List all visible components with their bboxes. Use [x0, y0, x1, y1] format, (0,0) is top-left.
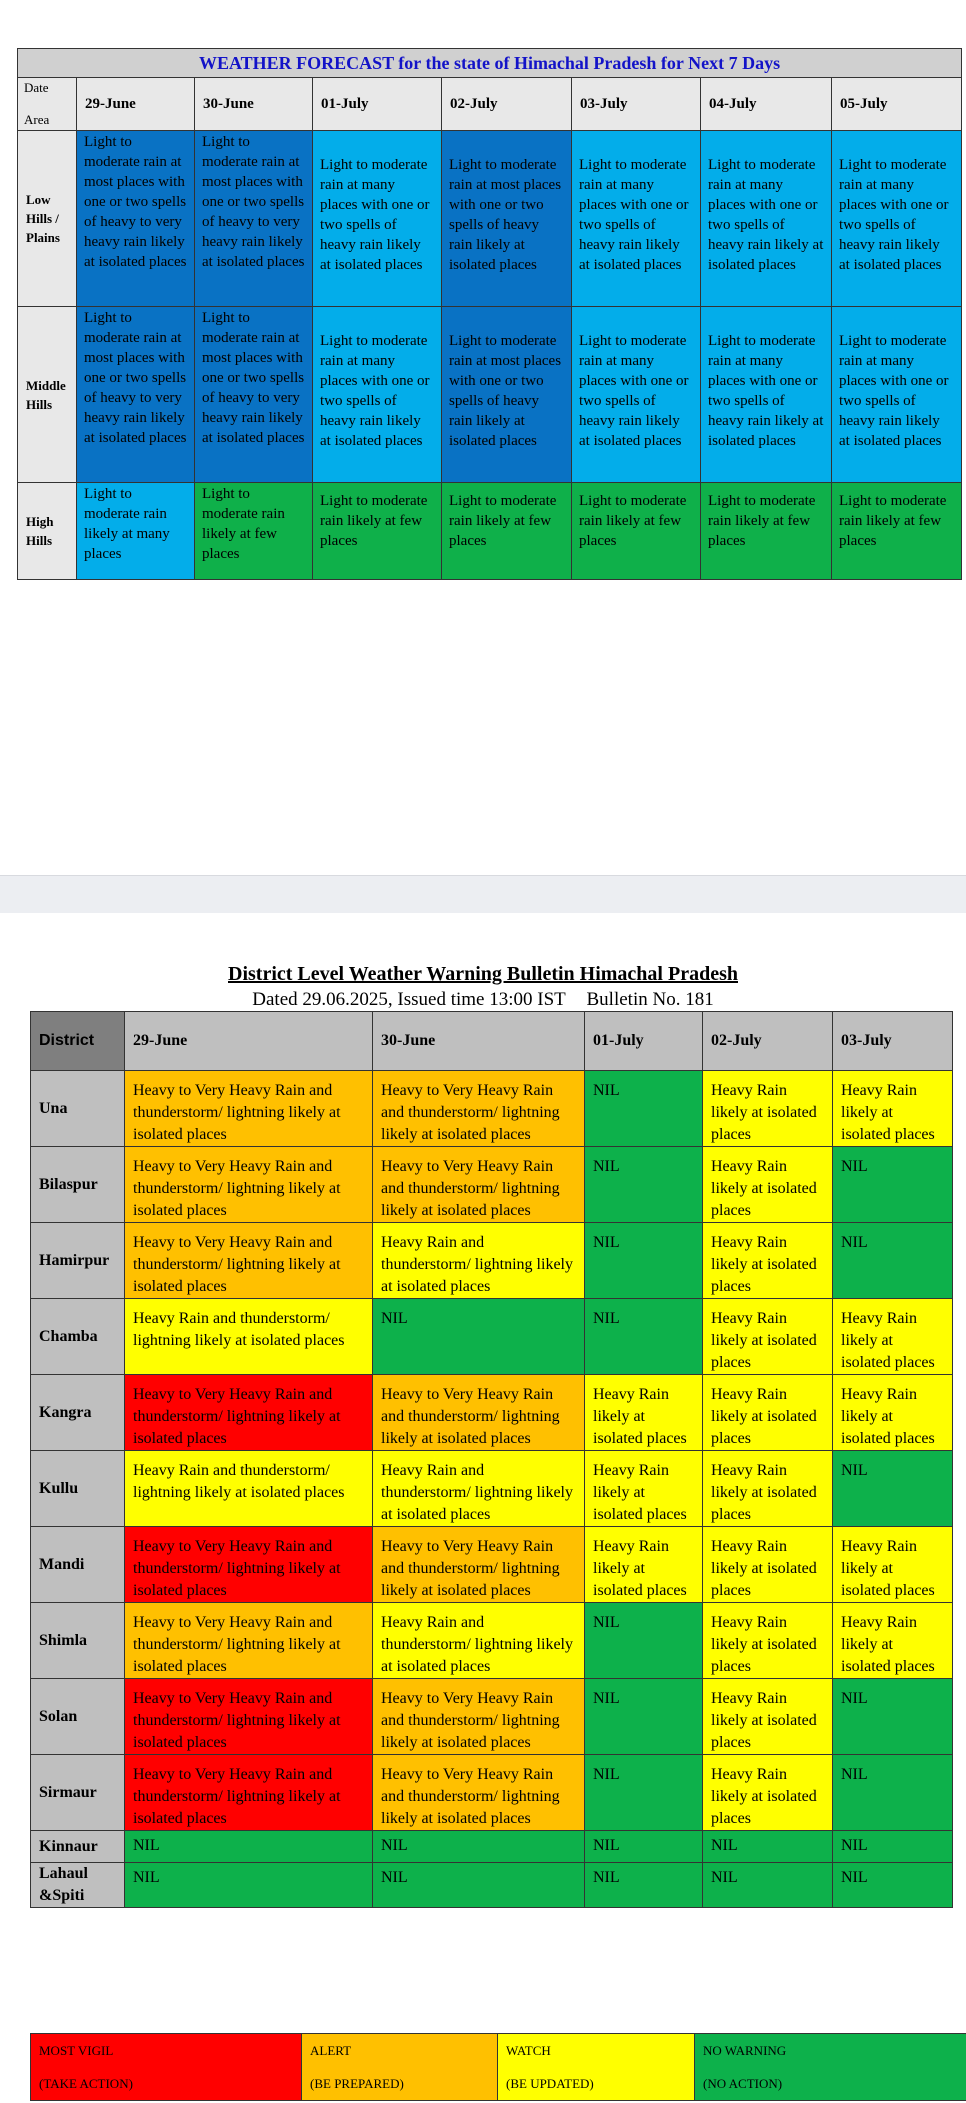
warning-cell: NIL: [585, 1603, 703, 1679]
forecast-cell: Light to moderate rain at most places with one or two spells of heavy to very heavy rain likely at isolated places: [77, 131, 195, 307]
warning-cell: Heavy to Very Heavy Rain and thunderstorm/ lightning likely at isolated places: [373, 1375, 585, 1451]
district-row: [31, 1375, 953, 1451]
forecast-date-header: 05-July: [832, 78, 962, 131]
warning-cell: Heavy Rain and thunderstorm/ lightning likely at isolated places: [373, 1603, 585, 1679]
warning-cell: Heavy Rain likely at isolated places: [703, 1223, 833, 1299]
legend-sublabel: (TAKE ACTION): [39, 2076, 133, 2091]
area-label: High Hills: [18, 483, 77, 580]
forecast-cell: Light to moderate rain at many places with one or two spells of heavy rain likely at isolated places: [572, 307, 701, 483]
warning-cell: NIL: [585, 1755, 703, 1831]
warning-cell: Heavy to Very Heavy Rain and thunderstorm/ lightning likely at isolated places: [125, 1375, 373, 1451]
warning-cell: NIL: [585, 1147, 703, 1223]
forecast-cell: Light to moderate rain likely at few places: [832, 483, 962, 580]
forecast-row-middle-hills: [18, 307, 962, 483]
forecast-cell: Light to moderate rain at many places with one or two spells of heavy rain likely at isolated places: [701, 131, 832, 307]
warning-cell: Heavy to Very Heavy Rain and thunderstorm/ lightning likely at isolated places: [125, 1223, 373, 1299]
warning-legend: [30, 2033, 966, 2101]
forecast-cell: Light to moderate rain at most places with one or two spells of heavy to very heavy rain likely at isolated places: [195, 131, 313, 307]
warning-cell: NIL: [833, 1679, 953, 1755]
forecast-cell: Light to moderate rain at most places with one or two spells of heavy rain likely at isolated places: [442, 307, 572, 483]
legend-label: ALERT: [310, 2043, 352, 2058]
warning-cell: Heavy to Very Heavy Rain and thunderstorm/ lightning likely at isolated places: [125, 1527, 373, 1603]
warning-cell: Heavy Rain and thunderstorm/ lightning likely at isolated places: [373, 1451, 585, 1527]
forecast-cell: Light to moderate rain likely at few places: [572, 483, 701, 580]
warning-cell: NIL: [585, 1679, 703, 1755]
district-row: [31, 1603, 953, 1679]
warning-cell: Heavy Rain likely at isolated places: [585, 1375, 703, 1451]
district-name: Shimla: [31, 1603, 125, 1679]
warning-cell: Heavy Rain likely at isolated places: [833, 1527, 953, 1603]
warning-cell: NIL: [833, 1755, 953, 1831]
district-row: [31, 1863, 953, 1908]
warning-cell: NIL: [125, 1863, 373, 1908]
warning-cell: Heavy to Very Heavy Rain and thunderstorm/ lightning likely at isolated places: [125, 1147, 373, 1223]
warning-cell: NIL: [585, 1863, 703, 1908]
district-name: Mandi: [31, 1527, 125, 1603]
warning-cell: Heavy Rain likely at isolated places: [833, 1603, 953, 1679]
district-row: [31, 1147, 953, 1223]
warning-cell: Heavy Rain likely at isolated places: [703, 1603, 833, 1679]
warning-cell: NIL: [833, 1223, 953, 1299]
forecast-row-low-hills: [18, 131, 962, 307]
bulletin-subtitle: [0, 989, 966, 1011]
district-row: [31, 1755, 953, 1831]
warning-cell: NIL: [373, 1831, 585, 1863]
warning-cell: Heavy Rain likely at isolated places: [703, 1451, 833, 1527]
warning-cell: Heavy to Very Heavy Rain and thunderstorm/ lightning likely at isolated places: [373, 1679, 585, 1755]
legend-item: [31, 2034, 302, 2101]
legend-item: [498, 2034, 695, 2101]
corner-date-label: Date: [24, 80, 49, 95]
district-name: Kangra: [31, 1375, 125, 1451]
warning-cell: Heavy to Very Heavy Rain and thunderstorm/ lightning likely at isolated places: [373, 1071, 585, 1147]
district-name: Bilaspur: [31, 1147, 125, 1223]
date-area-corner: [18, 78, 77, 131]
warning-cell: NIL: [585, 1223, 703, 1299]
district-row: [31, 1831, 953, 1863]
warning-cell: Heavy to Very Heavy Rain and thunderstorm/ lightning likely at isolated places: [125, 1071, 373, 1147]
district-name: Sirmaur: [31, 1755, 125, 1831]
bulletin-date-header: 29-June: [125, 1012, 373, 1071]
district-name: Kinnaur: [31, 1831, 125, 1863]
warning-cell: NIL: [833, 1451, 953, 1527]
warning-cell: Heavy to Very Heavy Rain and thunderstorm/ lightning likely at isolated places: [373, 1755, 585, 1831]
district-row: [31, 1299, 953, 1375]
legend-item: [695, 2034, 966, 2101]
forecast-cell: Light to moderate rain at many places with one or two spells of heavy rain likely at isolated places: [832, 131, 962, 307]
district-header: District: [31, 1012, 125, 1071]
warning-cell: Heavy Rain likely at isolated places: [703, 1527, 833, 1603]
warning-cell: NIL: [125, 1831, 373, 1863]
district-row: [31, 1679, 953, 1755]
bulletin-number: Bulletin No. 181: [586, 989, 714, 1010]
warning-cell: Heavy Rain and thunderstorm/ lightning likely at isolated places: [125, 1299, 373, 1375]
bulletin-date-header: 30-June: [373, 1012, 585, 1071]
legend-sublabel: (NO ACTION): [703, 2076, 783, 2091]
warning-cell: NIL: [703, 1831, 833, 1863]
forecast-cell: Light to moderate rain at many places with one or two spells of heavy rain likely at isolated places: [832, 307, 962, 483]
area-label: Middle Hills: [18, 307, 77, 483]
district-row: [31, 1071, 953, 1147]
forecast-row-high-hills: [18, 483, 962, 580]
warning-cell: Heavy Rain likely at isolated places: [833, 1299, 953, 1375]
area-label: Low Hills / Plains: [18, 131, 77, 307]
bulletin-title: District Level Weather Warning Bulletin Himachal Pradesh: [228, 963, 738, 985]
warning-cell: NIL: [833, 1147, 953, 1223]
bulletin-date-header: 01-July: [585, 1012, 703, 1071]
legend-sublabel: (BE UPDATED): [506, 2076, 594, 2091]
district-row: [31, 1527, 953, 1603]
forecast-date-header: 29-June: [77, 78, 195, 131]
forecast-table: [17, 48, 962, 580]
forecast-cell: Light to moderate rain at many places with one or two spells of heavy rain likely at isolated places: [701, 307, 832, 483]
bulletin-date-header: 03-July: [833, 1012, 953, 1071]
warning-cell: Heavy Rain likely at isolated places: [703, 1147, 833, 1223]
warning-cell: Heavy Rain and thunderstorm/ lightning likely at isolated places: [125, 1451, 373, 1527]
warning-cell: NIL: [703, 1863, 833, 1908]
warning-cell: NIL: [373, 1863, 585, 1908]
warning-cell: Heavy Rain likely at isolated places: [585, 1451, 703, 1527]
warning-cell: Heavy Rain likely at isolated places: [703, 1071, 833, 1147]
forecast-date-header: 30-June: [195, 78, 313, 131]
legend-label: WATCH: [506, 2043, 551, 2058]
legend-label: NO WARNING: [703, 2043, 787, 2058]
district-name: Chamba: [31, 1299, 125, 1375]
forecast-cell: Light to moderate rain likely at few places: [313, 483, 442, 580]
legend-item: [302, 2034, 498, 2101]
forecast-title: WEATHER FORECAST for the state of Himachal Pradesh for Next 7 Days: [18, 49, 962, 78]
warning-cell: NIL: [833, 1831, 953, 1863]
bulletin-dated: Dated 29.06.2025, Issued time 13:00 IST: [252, 989, 566, 1010]
warning-cell: NIL: [585, 1071, 703, 1147]
warning-cell: Heavy to Very Heavy Rain and thunderstorm/ lightning likely at isolated places: [125, 1603, 373, 1679]
warning-cell: Heavy to Very Heavy Rain and thunderstorm/ lightning likely at isolated places: [373, 1527, 585, 1603]
forecast-date-header: 02-July: [442, 78, 572, 131]
warning-cell: Heavy Rain likely at isolated places: [703, 1755, 833, 1831]
forecast-cell: Light to moderate rain at most places with one or two spells of heavy rain likely at isolated places: [442, 131, 572, 307]
district-row: [31, 1223, 953, 1299]
district-name: Hamirpur: [31, 1223, 125, 1299]
warning-cell: Heavy Rain likely at isolated places: [833, 1071, 953, 1147]
bulletin-page: [0, 913, 966, 2103]
warning-cell: Heavy Rain and thunderstorm/ lightning likely at isolated places: [373, 1223, 585, 1299]
warning-cell: Heavy Rain likely at isolated places: [833, 1375, 953, 1451]
forecast-date-header: 01-July: [313, 78, 442, 131]
forecast-cell: Light to moderate rain at many places with one or two spells of heavy rain likely at isolated places: [572, 131, 701, 307]
forecast-page: [0, 0, 966, 875]
legend-sublabel: (BE PREPARED): [310, 2076, 404, 2091]
warning-cell: Heavy to Very Heavy Rain and thunderstorm/ lightning likely at isolated places: [373, 1147, 585, 1223]
forecast-cell: Light to moderate rain likely at few places: [195, 483, 313, 580]
district-name: Solan: [31, 1679, 125, 1755]
forecast-date-header: 04-July: [701, 78, 832, 131]
forecast-cell: Light to moderate rain at most places with one or two spells of heavy to very heavy rain likely at isolated places: [77, 307, 195, 483]
warning-cell: NIL: [585, 1831, 703, 1863]
forecast-cell: Light to moderate rain at many places with one or two spells of heavy rain likely at isolated places: [313, 307, 442, 483]
bulletin-date-header: 02-July: [703, 1012, 833, 1071]
warning-cell: Heavy Rain likely at isolated places: [703, 1299, 833, 1375]
forecast-cell: Light to moderate rain likely at many places: [77, 483, 195, 580]
warning-cell: NIL: [833, 1863, 953, 1908]
corner-area-label: Area: [24, 112, 50, 127]
district-name: Una: [31, 1071, 125, 1147]
district-warning-table: [30, 1011, 953, 1908]
warning-cell: NIL: [373, 1299, 585, 1375]
district-name: Lahaul &Spiti: [31, 1863, 125, 1908]
warning-cell: NIL: [585, 1299, 703, 1375]
warning-cell: Heavy Rain likely at isolated places: [703, 1375, 833, 1451]
page-separator: [0, 875, 966, 914]
warning-cell: Heavy Rain likely at isolated places: [585, 1527, 703, 1603]
warning-cell: Heavy Rain likely at isolated places: [703, 1679, 833, 1755]
forecast-cell: Light to moderate rain likely at few places: [442, 483, 572, 580]
warning-cell: Heavy to Very Heavy Rain and thunderstorm/ lightning likely at isolated places: [125, 1755, 373, 1831]
forecast-date-header: 03-July: [572, 78, 701, 131]
warning-cell: Heavy to Very Heavy Rain and thunderstorm/ lightning likely at isolated places: [125, 1679, 373, 1755]
district-row: [31, 1451, 953, 1527]
forecast-cell: Light to moderate rain at many places with one or two spells of heavy rain likely at isolated places: [313, 131, 442, 307]
forecast-cell: Light to moderate rain likely at few places: [701, 483, 832, 580]
legend-label: MOST VIGIL: [39, 2043, 114, 2058]
forecast-cell: Light to moderate rain at most places with one or two spells of heavy to very heavy rain likely at isolated places: [195, 307, 313, 483]
district-name: Kullu: [31, 1451, 125, 1527]
